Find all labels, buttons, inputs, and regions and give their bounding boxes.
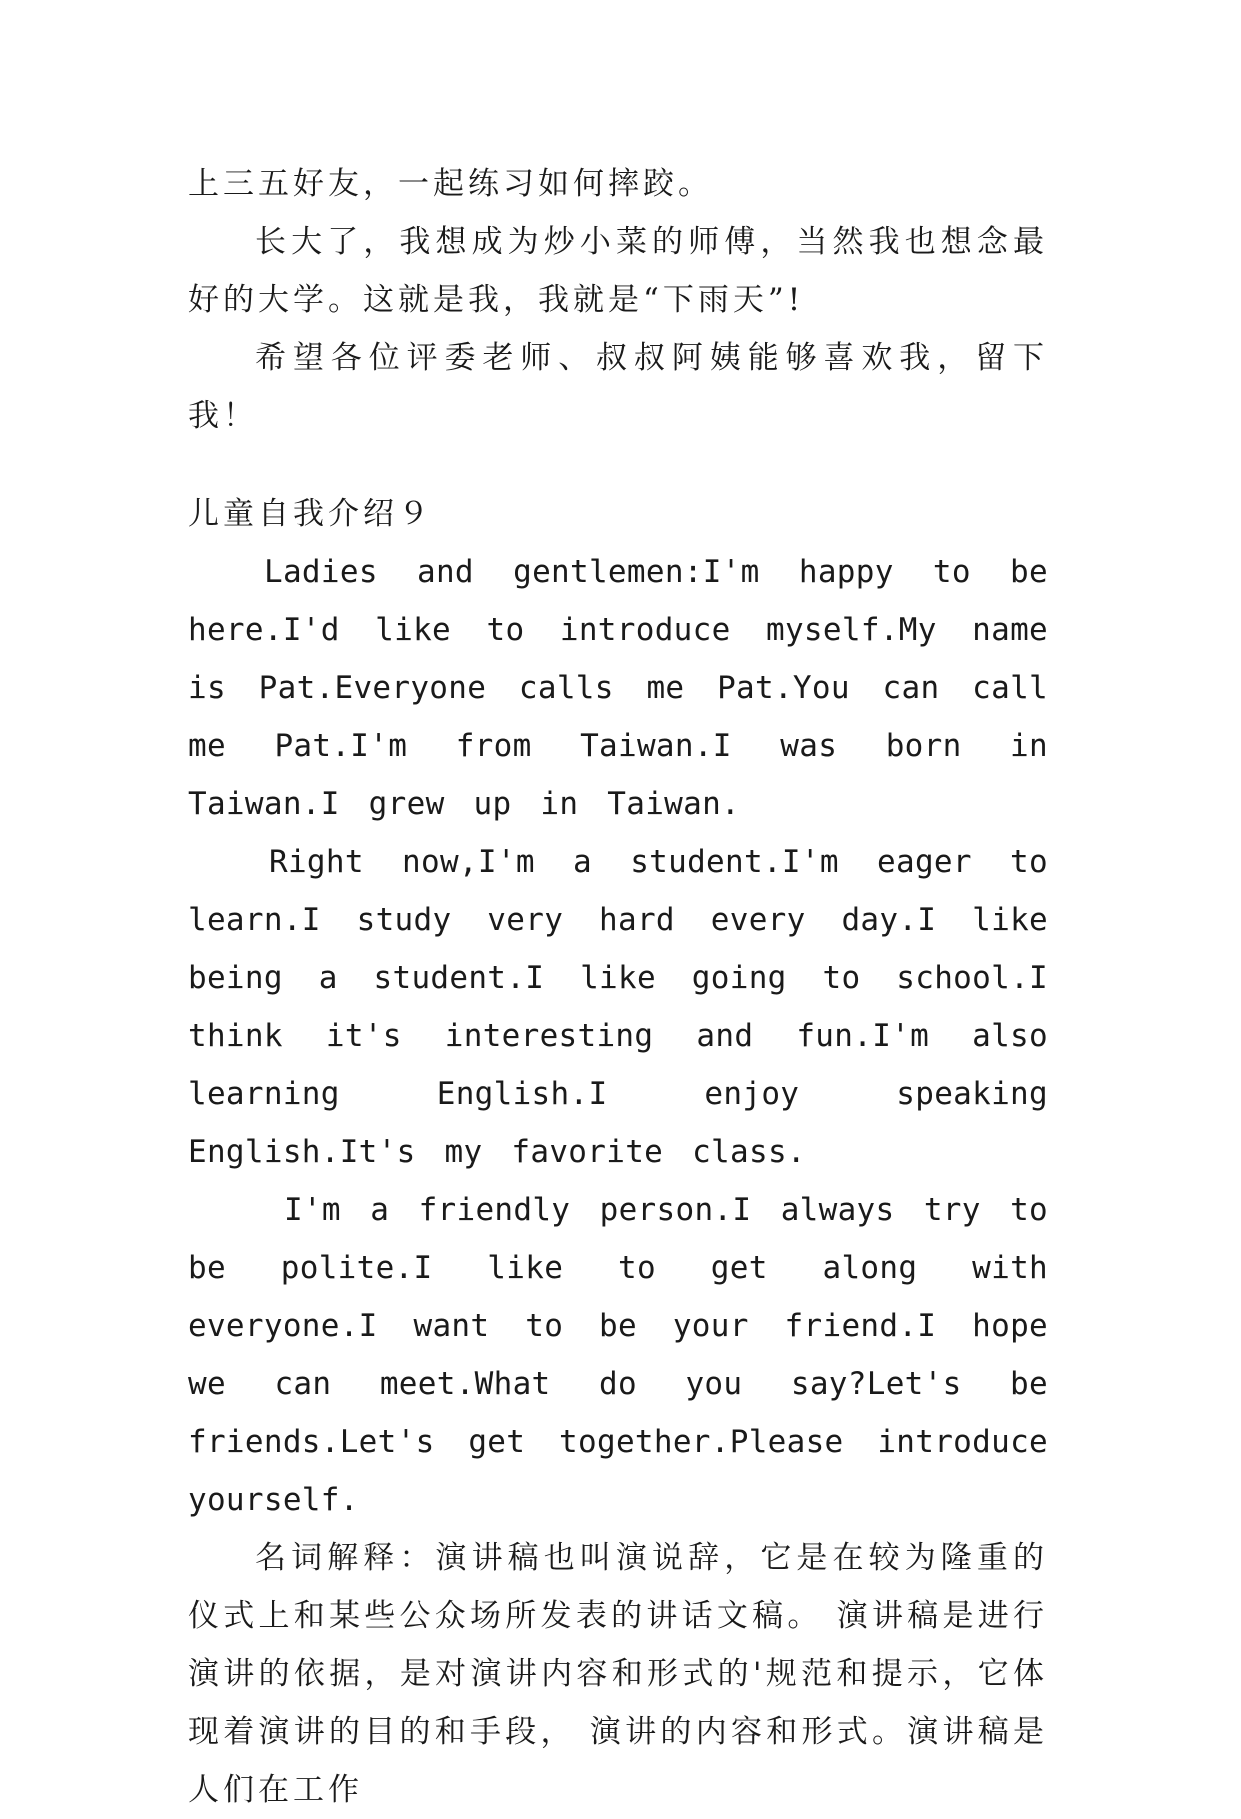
document-body bbox=[188, 155, 1048, 1819]
english-paragraph-friendly: I'm a friendly person.I always try to be polite.I like to get along with everyone.I want to be your friend.I hope we can meet.What do you say?Let's be friends.Let's get together.Please introduce yourself. bbox=[188, 1192, 1048, 1518]
english-paragraph-intro: Ladies and gentlemen:I'm happy to be here.I'd like to introduce myself.My name is Pat.Everyone calls me Pat.You can call me Pat.I'm from Taiwan.I was born in Taiwan.I grew up in Taiwan. bbox=[188, 554, 1048, 822]
paragraph-hope: 希望各位评委老师、叔叔阿姨能够喜欢我，留下我！ bbox=[188, 340, 1048, 434]
paragraph-dream: 长大了，我想成为炒小菜的师傅，当然我也想念最好的大学。这就是我，我就是“下雨天”! bbox=[188, 224, 1048, 318]
paragraph-wrestling: 上三五好友，一起练习如何摔跤。 bbox=[188, 166, 713, 202]
section-title: 儿童自我介绍９ bbox=[188, 496, 433, 532]
english-paragraph-student: Right now,I'm a student.I'm eager to learn.I study very hard every day.I like being a student.I like going to school.I think it's interesting and fun.I'm also learning English.I enjoy speaking English.It's my favorite class. bbox=[188, 844, 1048, 1170]
paragraph-definition: 名词解释：演讲稿也叫演说辞，它是在较为隆重的仪式上和某些公众场所发表的讲话文稿。 演讲稿是进行演讲的依据，是对演讲内容和形式的'规范和提示，它体现着演讲的目的和手段， 演讲的内容和形式。演讲稿是人们在工作 bbox=[188, 1540, 1048, 1808]
